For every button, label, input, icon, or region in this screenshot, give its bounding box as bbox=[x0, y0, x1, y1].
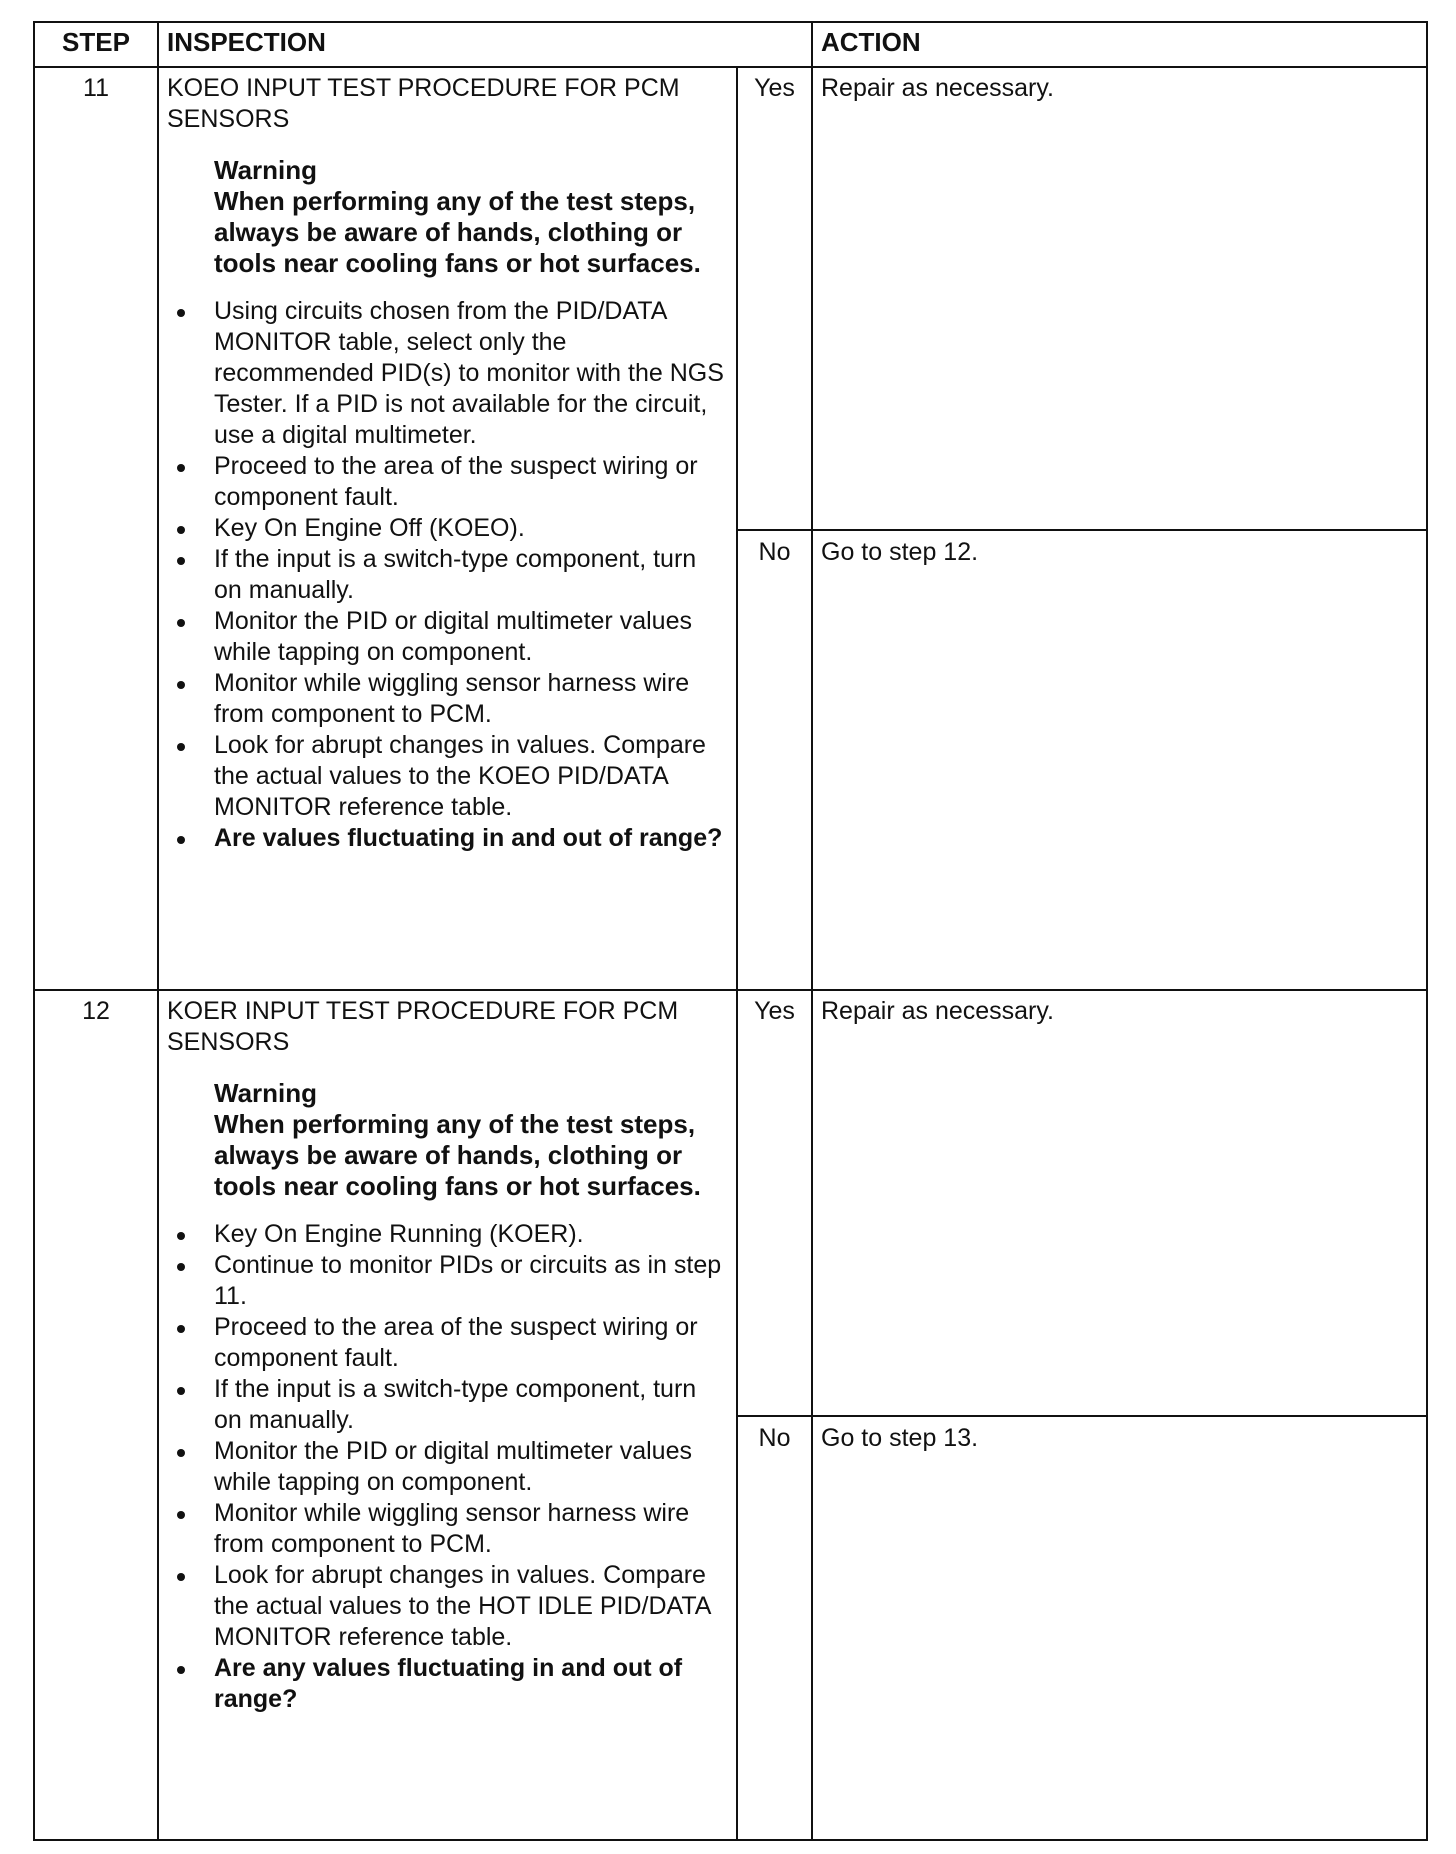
list-item: Look for abrupt changes in values. Compare the actual values to the HOT IDLE PID/DATA MONITOR reference table. bbox=[167, 1560, 727, 1653]
list-item: Continue to monitor PIDs or circuits as in step 11. bbox=[167, 1250, 727, 1312]
bullet-icon bbox=[177, 1325, 185, 1333]
header-divider bbox=[33, 66, 1428, 68]
warning-label: Warning bbox=[214, 1078, 318, 1108]
yes-no-divider-12 bbox=[736, 1415, 1428, 1417]
bullet-icon bbox=[177, 1232, 185, 1240]
list-item: Monitor while wiggling sensor harness wire from component to PCM. bbox=[167, 1498, 727, 1560]
list-item: Monitor the PID or digital multimeter values while tapping on component. bbox=[167, 1436, 727, 1498]
step-column-divider bbox=[157, 21, 159, 1841]
bullet-icon bbox=[177, 557, 185, 565]
procedure-steps bbox=[167, 1219, 727, 1715]
table-border-top bbox=[33, 21, 1428, 23]
list-item: Key On Engine Off (KOEO). bbox=[167, 513, 727, 544]
yes-no-divider-11 bbox=[736, 529, 1428, 531]
yes-action: Repair as necessary. bbox=[821, 997, 1054, 1025]
bullet-icon bbox=[177, 1263, 185, 1271]
list-item: Look for abrupt changes in values. Compare the actual values to the KOEO PID/DATA MONITOR reference table. bbox=[167, 730, 727, 823]
list-item: If the input is a switch-type component, turn on manually. bbox=[167, 544, 727, 606]
header-inspection: INSPECTION bbox=[167, 27, 326, 57]
procedure-steps bbox=[167, 296, 727, 854]
warning-text: When performing any of the test steps, always be aware of hands, clothing or tools near cooling fans or hot surfaces. bbox=[214, 186, 701, 278]
yes-no-column-divider bbox=[811, 21, 813, 1841]
procedure-title: KOEO INPUT TEST PROCEDURE FOR PCM SENSORS bbox=[167, 74, 680, 133]
bullet-icon bbox=[177, 526, 185, 534]
header-step: STEP bbox=[62, 27, 130, 57]
bullet-icon bbox=[177, 1573, 185, 1581]
bullet-icon bbox=[177, 1449, 185, 1457]
list-item: Monitor while wiggling sensor harness wire from component to PCM. bbox=[167, 668, 727, 730]
bullet-icon bbox=[177, 1666, 185, 1674]
warning-label: Warning bbox=[214, 155, 318, 185]
bullet-icon bbox=[177, 743, 185, 751]
list-item: Proceed to the area of the suspect wiring or component fault. bbox=[167, 451, 727, 513]
warning-text: When performing any of the test steps, always be aware of hands, clothing or tools near cooling fans or hot surfaces. bbox=[214, 1109, 701, 1201]
question-item: Are any values fluctuating in and out of range? bbox=[167, 1653, 727, 1715]
bullet-icon bbox=[177, 619, 185, 627]
table-border-left bbox=[33, 21, 35, 1841]
bullet-icon bbox=[177, 1511, 185, 1519]
table-border-right bbox=[1426, 21, 1428, 1841]
question-item: Are values fluctuating in and out of range? bbox=[167, 823, 727, 854]
inspection-cell bbox=[167, 73, 727, 854]
procedure-title: KOER INPUT TEST PROCEDURE FOR PCM SENSORS bbox=[167, 997, 679, 1056]
table-border-bottom bbox=[33, 1839, 1428, 1841]
bullet-icon bbox=[177, 309, 185, 317]
no-action: Go to step 12. bbox=[821, 538, 979, 566]
bullet-icon bbox=[177, 1387, 185, 1395]
no-action: Go to step 13. bbox=[821, 1424, 979, 1452]
list-item: Key On Engine Running (KOER). bbox=[167, 1219, 727, 1250]
yes-label: Yes bbox=[754, 997, 795, 1025]
bullet-icon bbox=[177, 681, 185, 689]
step-number: 12 bbox=[82, 997, 110, 1025]
list-item: Proceed to the area of the suspect wiring or component fault. bbox=[167, 1312, 727, 1374]
row-divider bbox=[33, 989, 1428, 991]
list-item: If the input is a switch-type component, turn on manually. bbox=[167, 1374, 727, 1436]
yes-label: Yes bbox=[754, 74, 795, 102]
bullet-icon bbox=[177, 836, 185, 844]
bullet-icon bbox=[177, 464, 185, 472]
no-label: No bbox=[758, 1424, 791, 1452]
list-item: Using circuits chosen from the PID/DATA MONITOR table, select only the recommended PID(s) to monitor with the NGS Tester. If a PID is not available for the circuit, use a digital multimeter. bbox=[167, 296, 727, 451]
inspection-column-divider bbox=[736, 66, 738, 1841]
step-number: 11 bbox=[83, 74, 109, 102]
yes-action: Repair as necessary. bbox=[821, 74, 1054, 102]
header-action: ACTION bbox=[821, 27, 921, 57]
inspection-cell bbox=[167, 996, 727, 1715]
no-label: No bbox=[758, 538, 791, 566]
list-item: Monitor the PID or digital multimeter values while tapping on component. bbox=[167, 606, 727, 668]
